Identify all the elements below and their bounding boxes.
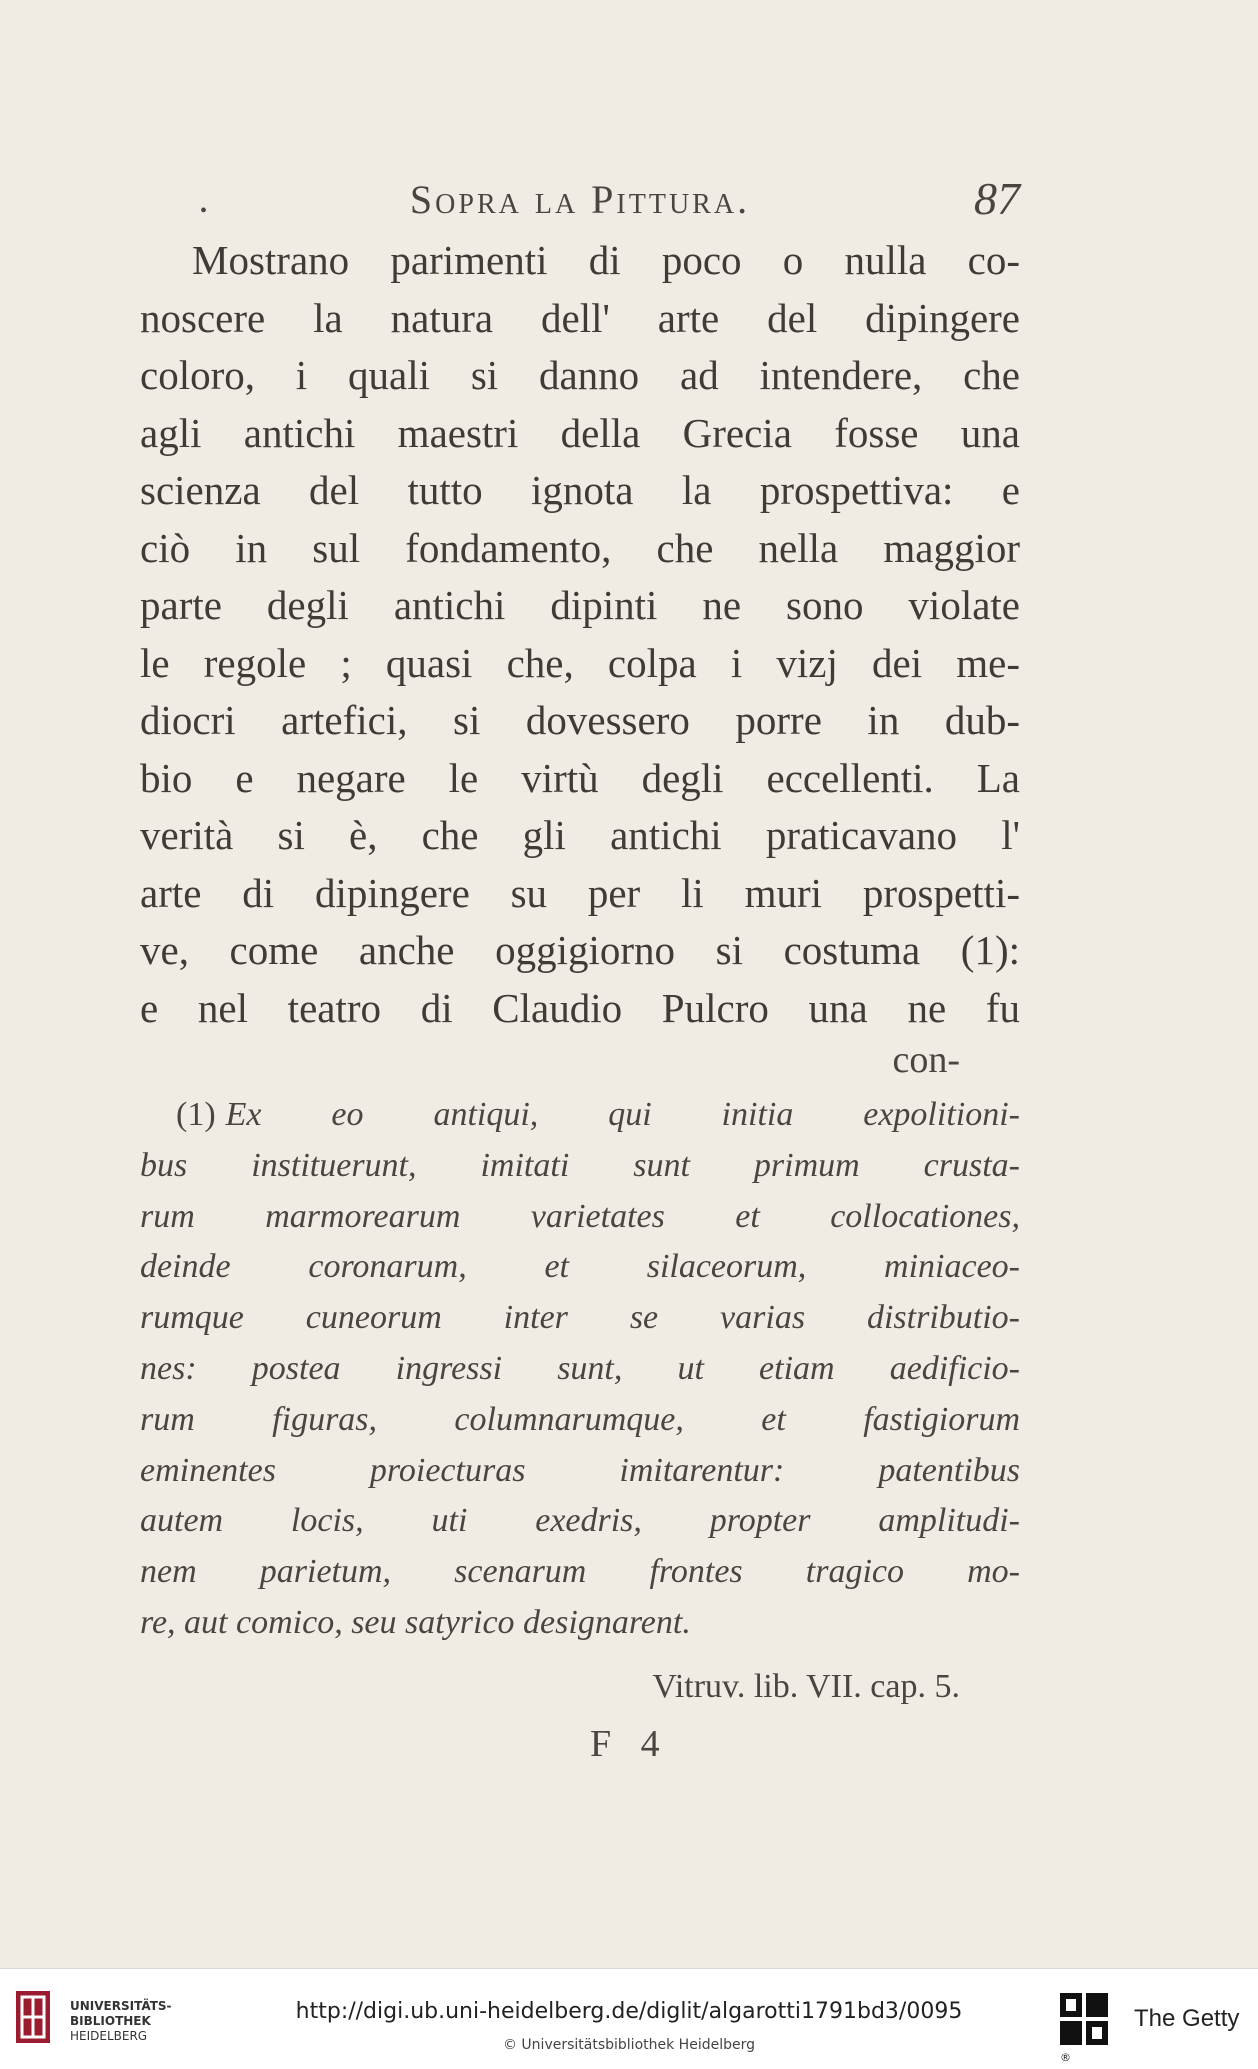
text-line: ciò in sul fondamento, che nella maggior xyxy=(140,524,1020,571)
text-line: le regole ; quasi che, colpa i vizj dei me- xyxy=(140,639,1020,686)
footnote-line: nes: postea ingressi sunt, ut etiam aedificio- xyxy=(140,1349,1020,1387)
footnote-text: Ex eo antiqui, qui initia expolitioni- xyxy=(225,1096,1020,1133)
footnote-line: rum marmorearum varietates et collocationes, xyxy=(140,1197,1020,1235)
footer-bar xyxy=(0,1968,1258,2069)
footnote-line: eminentes proiecturas imitarentur: patentibus xyxy=(140,1451,1020,1489)
catchword: con- xyxy=(892,1039,960,1081)
text-line: coloro, i quali si danno ad intendere, che xyxy=(140,352,1020,398)
text-line: parte degli antichi dipinti ne sono violate xyxy=(140,582,1020,628)
running-title: Sopra la Pittura. xyxy=(409,177,751,222)
footnote-line: deinde coronarum, et silaceorum, miniaceo- xyxy=(140,1248,1020,1286)
text-line: Mostrano parimenti di poco o nulla co- xyxy=(192,237,1020,283)
footnote-line: bus instituerunt, imitati sunt primum crusta- xyxy=(140,1146,1020,1184)
header-ornament: • xyxy=(200,200,208,222)
text-line: verità si è, che gli antichi praticavano l' xyxy=(140,812,1020,858)
footnote-line xyxy=(140,1090,1020,1141)
page-number: 87 xyxy=(974,173,1020,224)
partner-name: The Getty xyxy=(1134,2005,1240,2032)
footnote-marker: (1) xyxy=(176,1096,216,1133)
text-line: noscere la natura dell' arte del dipingere xyxy=(140,294,1020,341)
library-name-line: UNIVERSITÄTS- xyxy=(70,1999,172,2013)
copyright-notice: © Universitätsbibliothek Heidelberg xyxy=(502,2037,755,2053)
signature-mark: F 4 xyxy=(590,1723,670,1765)
running-header xyxy=(140,172,1020,232)
text-line: bio e negare le virtù degli eccellenti. La xyxy=(140,754,1020,801)
library-name-line: HEIDELBERG xyxy=(70,2029,148,2043)
library-name-line: BIBLIOTHEK xyxy=(70,2014,151,2028)
footnote-line: rumque cuneorum inter se varias distributio- xyxy=(140,1299,1020,1337)
text-line: ve, come anche oggigiorno si costuma (1): xyxy=(140,927,1020,973)
footnote-line: autem locis, uti exedris, propter amplitudi- xyxy=(140,1502,1020,1540)
getty-logo-icon[interactable] xyxy=(1058,1991,1112,2049)
text-line: arte di dipingere su per li muri prospetti- xyxy=(140,869,1020,916)
footnote-citation: Vitruv. lib. VII. cap. 5. xyxy=(652,1668,960,1705)
text-line: diocri artefici, si dovessero porre in dub- xyxy=(140,697,1020,743)
text-line: agli antichi maestri della Grecia fosse una xyxy=(140,409,1020,456)
footnote-line: nem parietum, scenarum frontes tragico mo- xyxy=(140,1553,1020,1591)
footnote-line: re, aut comico, seu satyrico designarent. xyxy=(140,1603,691,1641)
footnote xyxy=(140,1090,1020,1649)
text-line: e nel teatro di Claudio Pulcro una ne fu xyxy=(140,984,1020,1031)
permalink-url[interactable]: http://digi.ub.uni-heidelberg.de/diglit/algarotti1791bd3/0095 xyxy=(295,1999,963,2024)
text-line: scienza del tutto ignota la prospettiva: e xyxy=(140,467,1020,513)
footnote-line: rum figuras, columnarumque, et fastigiorum xyxy=(140,1400,1020,1438)
registered-mark: ® xyxy=(1060,2051,1071,2064)
main-text xyxy=(140,232,1020,1037)
